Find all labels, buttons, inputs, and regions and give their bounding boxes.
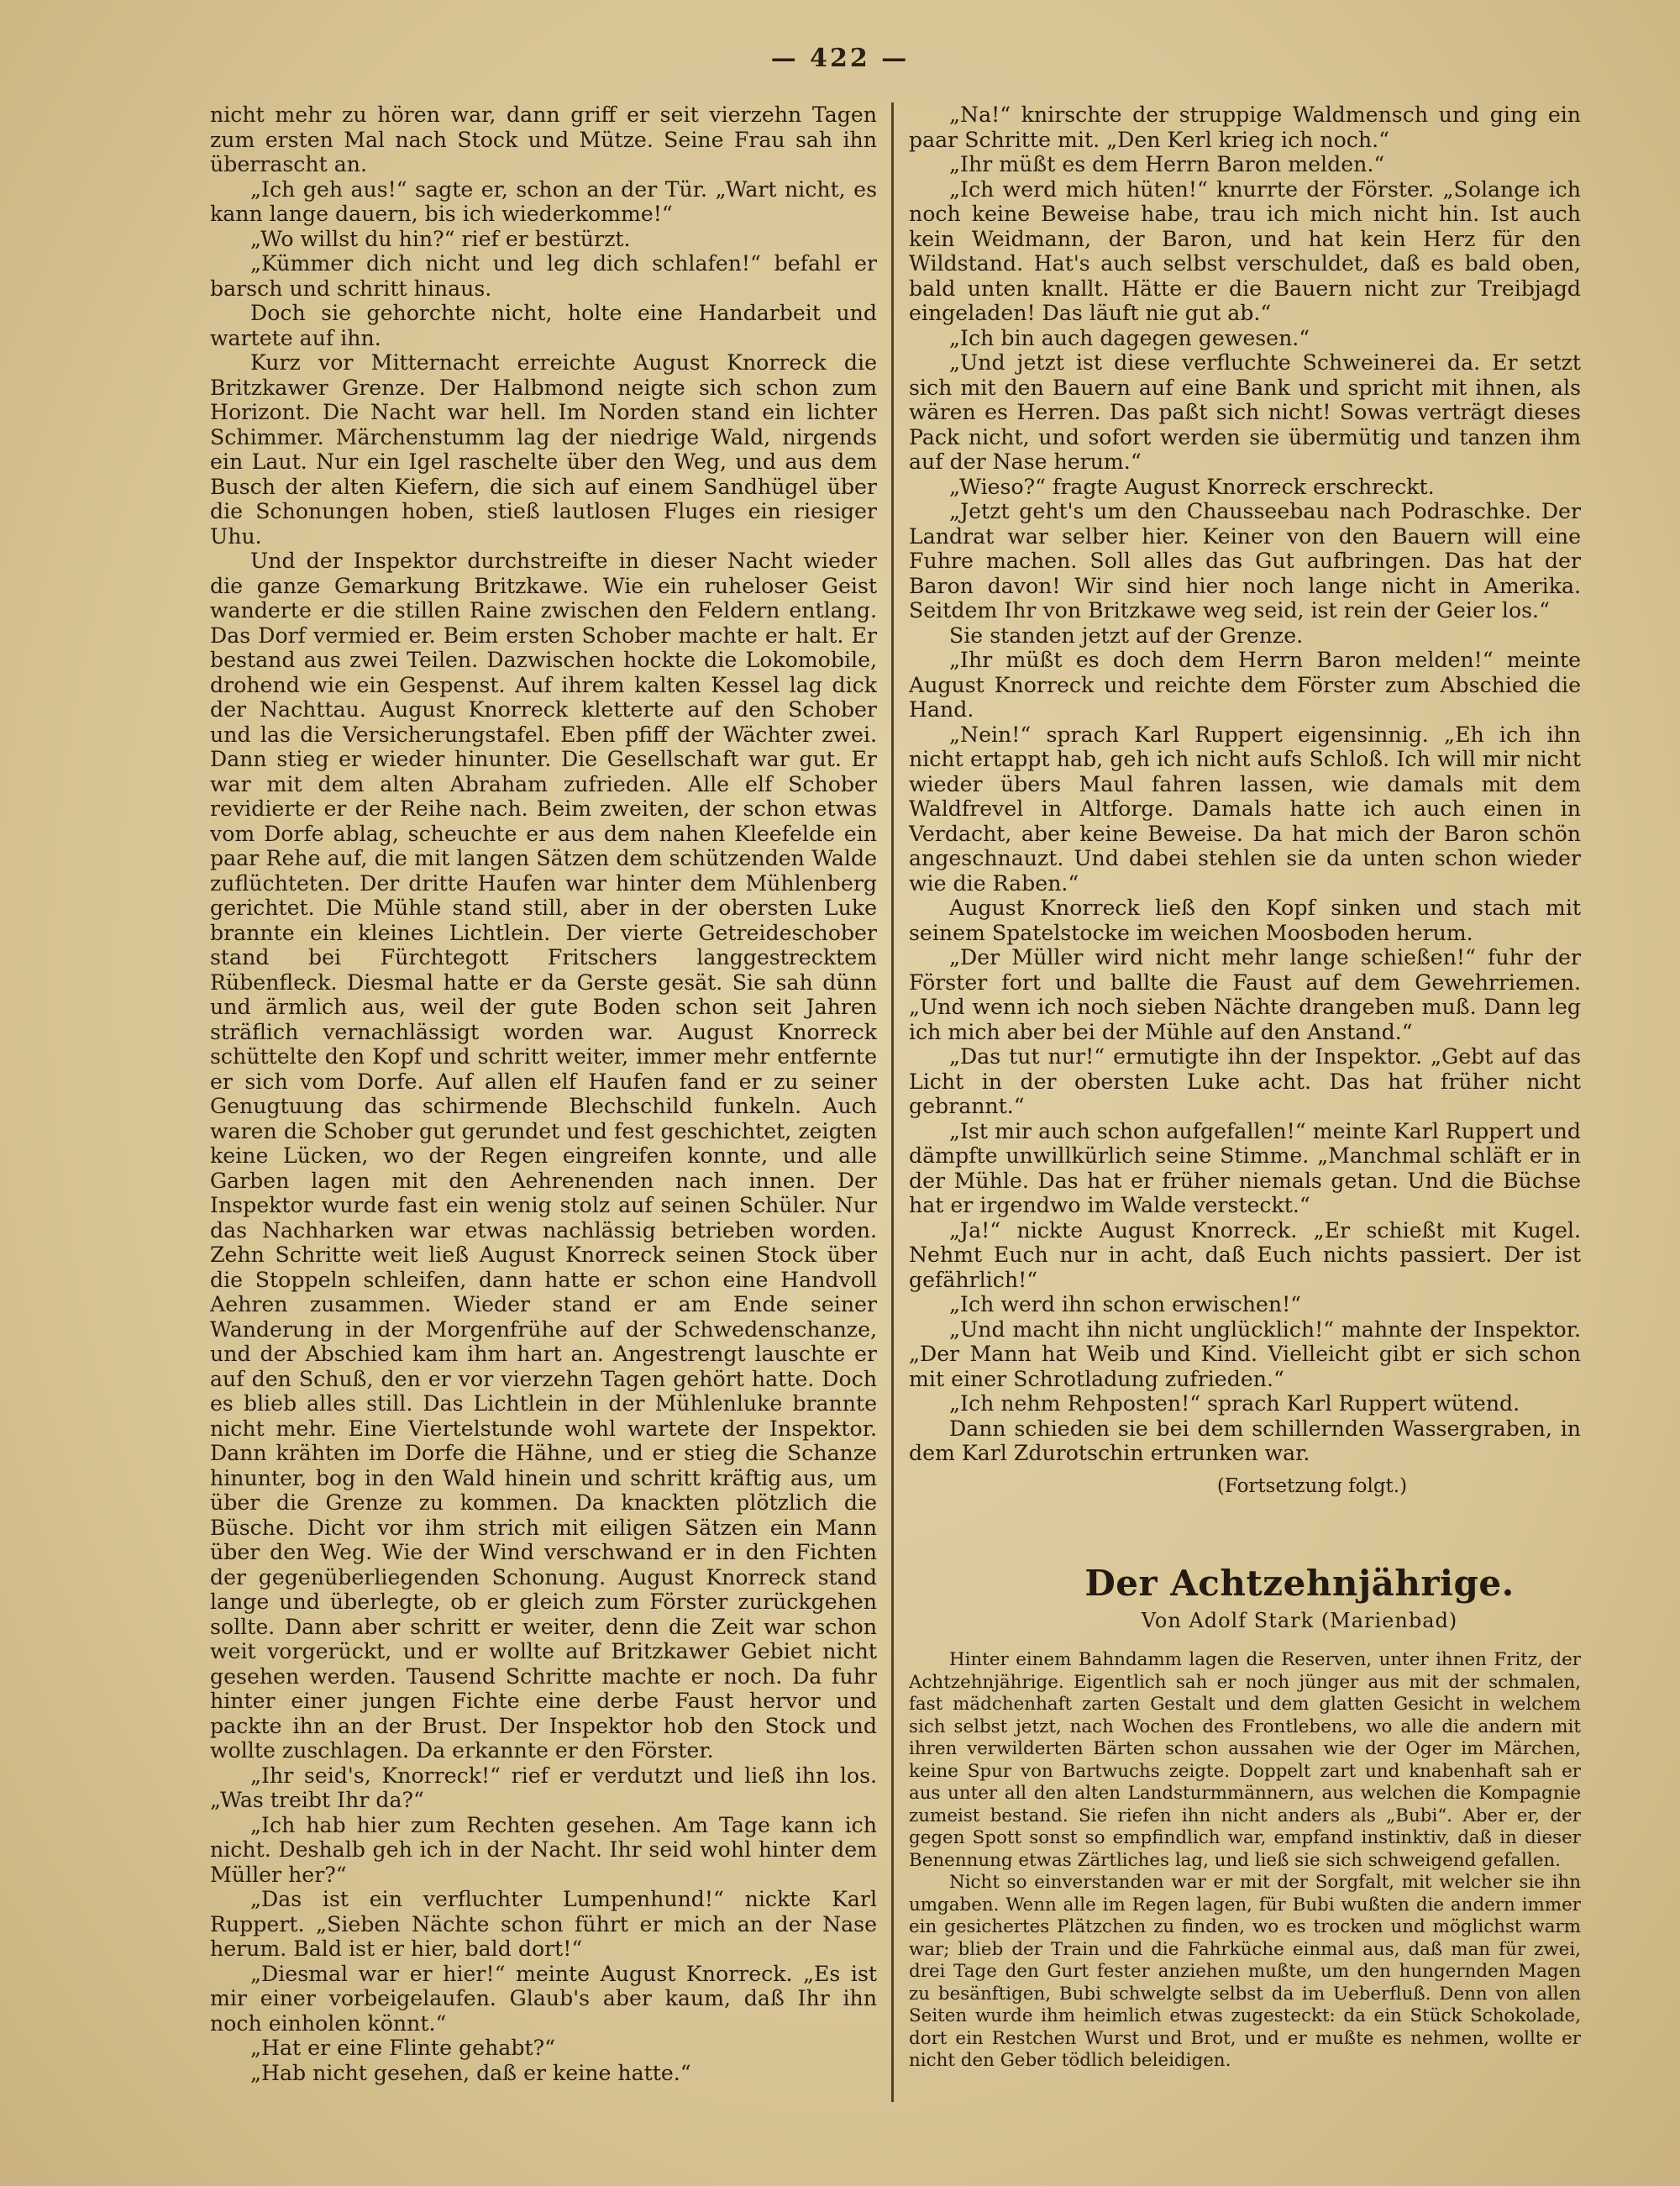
paragraph: „Ich hab hier zum Rechten gesehen. Am Tage kann ich nicht. Deshalb geh ich in der Nacht. Ihr seid wohl hinter dem Müller her?“ [210, 1812, 877, 1887]
column-divider [891, 102, 894, 2102]
paragraph: „Ich werd mich hüten!“ knurrte der Förster. „Solange ich noch keine Beweise habe, trau ich mich nicht hin. Ist auch kein Weidmann, der Baron, und hat kein Herz für den Wildstand. Hat's auch selbst verschuldet, daß es bald oben, bald unten knallt. Hätte er die Bauern nicht zur Treibjagd eingeladen! Das läuft nie gut ab.“ [909, 176, 1581, 325]
right-column [909, 102, 1581, 1522]
paragraph: „Der Müller wird nicht mehr lange schießen!“ fuhr der Förster fort und ballte die Faust auf dem Gewehrriemen. „Und wenn ich noch sieben Nächte drangeben muß. Dann leg ich mich aber bei der Mühle auf den Anstand.“ [909, 945, 1581, 1044]
paragraph: „Hab nicht gesehen, daß er keine hatte.“ [250, 2060, 691, 2085]
paragraph: „Ihr seid's, Knorreck!“ rief er verdutzt und ließ ihn los. „Was treibt Ihr da?“ [210, 1763, 877, 1812]
paragraph: „Ich nehm Rehposten!“ sprach Karl Ruppert wütend. [949, 1391, 1520, 1416]
page-number: — 422 — [770, 44, 910, 73]
paragraph: Sie standen jetzt auf der Grenze. [949, 623, 1304, 648]
paragraph: „Jetzt geht's um den Chausseebau nach Podraschke. Der Landrat war selber hier. Keiner von den Bauern will eine Fuhre machen. Soll alles das Gut aufbringen. Das hat der Baron davon! Wir sind hier noch lange nicht in Amerika. Seitdem Ihr von Britzkawe weg seid, ist rein der Geier los.“ [909, 499, 1581, 623]
paragraph: „Ich geh aus!“ sagte er, schon an der Tür. „Wart nicht, es kann lange dauern, bis ich wiederkomme!“ [210, 176, 877, 226]
paragraph: „Na!“ knirschte der struppige Waldmensch und ging ein paar Schritte mit. „Den Kerl krieg ich noch.“ [909, 102, 1581, 152]
paragraph: „Wieso?“ fragte August Knorreck erschreckt. [949, 474, 1435, 499]
left-column [210, 102, 877, 2102]
paragraph: „Ihr müßt es dem Herrn Baron melden.“ [949, 152, 1385, 176]
story-body [909, 1649, 1581, 2153]
story-author: Von Adolf Stark (Marienbad) [1141, 1609, 1458, 1632]
paragraph: „Hat er eine Flinte gehabt?“ [250, 2036, 555, 2060]
paragraph: „Und macht ihn nicht unglücklich!“ mahnte der Inspektor. „Der Mann hat Weib und Kind. Vielleicht gibt er sich schon mit einer Schrotladung zufrieden.“ [909, 1316, 1581, 1391]
paragraph: August Knorreck ließ den Kopf sinken und stach mit seinem Spatelstocke im weichen Moosboden herum. [909, 896, 1581, 945]
continuation-note: (Fortsetzung folgt.) [1216, 1474, 1408, 1497]
paragraph: „Ich bin auch dagegen gewesen.“ [949, 325, 1310, 350]
paragraph: Nicht so einverstanden war er mit der Sorgfalt, mit welcher sie ihn umgaben. Wenn alle im Regen lagen, für Bubi wußten die andern immer ein gesichertes Plätzchen zu finden, wo es trocken und möglichst warm war; blieb der Train und die Fahrküche einmal aus, daß man für zwei, drei Tage den Gurt fester anziehen mußte, um den hungernden Magen zu besänftigen, Bubi schwelgte selbst da im Ueberfluß. Denn von allen Seiten wurde ihm heimlich etwas zugesteckt: da ein Stück Schokolade, dort ein Restchen Wurst und Brot, und er mußte es nehmen, wollte er nicht den Geber tödlich beleidigen. [909, 1872, 1581, 2071]
paragraph: Hinter einem Bahndamm lagen die Reserven, unter ihnen Fritz, der Achtzehnjährige. Eigentlich sah er noch jünger aus mit der schmalen, fast mädchenhaft zarten Gestalt und dem glatten Gesicht in welchem sich selbst jetzt, nach Wochen des Frontlebens, wo alle die andern mit ihren verwilderten Bärten schon aussahen wie der Oger im Märchen, keine Spur von Bartwuchs zeigte. Doppelt zart und knabenhaft sah er aus unter all den alten Landsturmmännern, aus welchen die Kompagnie zumeist bestand. Sie riefen ihn nicht anders als „Bubi“. Aber er, der gegen Spott sonst so empfindlich war, empfand instinktiv, daß in dieser Benennung etwas Zärtliches lag, und ließ sie sich schweigend gefallen. [909, 1649, 1581, 1871]
paragraph: „Das ist ein verfluchter Lumpenhund!“ nickte Karl Ruppert. „Sieben Nächte schon führt er mich an der Nase herum. Bald ist er hier, bald dort!“ [210, 1887, 877, 1961]
paragraph: nicht mehr zu hören war, dann griff er seit vierzehn Tagen zum ersten Mal nach Stock und Mütze. Seine Frau sah ihn überrascht an. [210, 102, 877, 176]
paragraph: „Und jetzt ist diese verfluchte Schweinerei da. Er setzt sich mit den Bauern auf eine Bank und spricht mit ihnen, als wären es Herren. Das paßt sich nicht! Sowas verträgt dieses Pack nicht, und sofort werden sie übermütig und tanzen ihm auf der Nase herum.“ [909, 350, 1581, 474]
paragraph: „Nein!“ sprach Karl Ruppert eigensinnig. „Eh ich ihn nicht ertappt hab, geh ich nicht aufs Schloß. Ich will mir nicht wieder übers Maul fahren lassen, wie damals mit dem Waldfrevel in Altforge. Damals hatte ich auch einen in Verdacht, aber keine Beweise. Da hat mich der Baron schön angeschnauzt. Und dabei stehlen sie da unten schon wieder wie die Raben.“ [909, 722, 1581, 896]
paragraph: „Das tut nur!“ ermutigte ihn der Inspektor. „Gebt auf das Licht in der obersten Luke acht. Das hat früher nicht gebrannt.“ [909, 1044, 1581, 1118]
paragraph: Doch sie gehorchte nicht, holte eine Handarbeit und wartete auf ihn. [210, 301, 877, 350]
paragraph: „Diesmal war er hier!“ meinte August Knorreck. „Es ist mir einer vorbeigelaufen. Glaub's aber kaum, daß Ihr ihn noch einholen könnt.“ [210, 1961, 877, 2036]
paragraph: „Ihr müßt es doch dem Herrn Baron melden!“ meinte August Knorreck und reichte dem Förster zum Abschied die Hand. [909, 648, 1581, 722]
paragraph: „Ja!“ nickte August Knorreck. „Er schießt mit Kugel. Nehmt Euch nur in acht, daß Euch nichts passiert. Der ist gefährlich!“ [909, 1217, 1581, 1292]
paragraph: „Kümmer dich nicht und leg dich schlafen!“ befahl er barsch und schritt hinaus. [210, 251, 877, 301]
paragraph: „Ist mir auch schon aufgefallen!“ meinte Karl Ruppert und dämpfte unwillkürlich seine Stimme. „Manchmal schläft er in der Mühle. Das hat er früher niemals getan. Und die Büchse hat er irgendwo im Walde versteckt.“ [909, 1118, 1581, 1217]
paragraph: Dann schieden sie bei dem schillernden Wassergraben, in dem Karl Zdurotschin ertrunken war. [909, 1416, 1581, 1465]
paragraph: „Ich werd ihn schon erwischen!“ [949, 1292, 1302, 1316]
story-section [909, 1563, 1581, 2153]
story-title: Der Achtzehnjährige. [1084, 1563, 1515, 1604]
paragraph: Und der Inspektor durchstreifte in dieser Nacht wieder die ganze Gemarkung Britzkawe. Wie ein ruheloser Geist wanderte er die stillen Raine zwischen den Feldern entlang. Das Dorf vermied er. Beim ersten Schober machte er halt. Er bestand aus zwei Teilen. Dazwischen hockte die Lokomobile, drohend wie ein Gespenst. Auf ihrem kalten Kessel lag dick der Nachttau. August Knorreck kletterte auf den Schober und las die Versicherungstafel. Eben pfiff der Wächter zwei. Dann stieg er wieder hinunter. Die Gesellschaft war gut. Er war mit dem alten Abraham zufrieden. Alle elf Schober revidierte er der Reihe nach. Beim zweiten, der schon etwas vom Dorfe ablag, scheuchte er aus dem nahen Kleefelde ein paar Rehe auf, die mit langen Sätzen dem schützenden Walde zuflüchteten. Der dritte Haufen war hinter dem Mühlenberg gerichtet. Die Mühle stand still, aber in der obersten Luke brannte ein kleines Lichtlein. Der vierte Getreideschober stand bei Fürchtegott Fritschers langgestrecktem Rübenfleck. Diesmal hatte er da Gerste gesät. Sie sah dünn und ärmlich aus, weil der gute Boden schon seit Jahren sträflich vernachlässigt worden war. August Knorreck schüttelte den Kopf und schritt weiter, immer mehr entfernte er sich vom Dorfe. Auf allen elf Haufen fand er zu seiner Genugtuung das schirmende Blechschild funkeln. Auch waren die Schober gut gerundet und fest geschichtet, zeigten keine Lücken, wo der Regen eingreifen konnte, und alle Garben lagen mit den Aehrenenden nach innen. Der Inspektor wurde fast ein wenig stolz auf seinen Schüler. Nur das Nachharken war etwas nachlässig betrieben worden. Zehn Schritte weit ließ August Knorreck seinen Stock über die Stoppeln schleifen, dann hatte er schon eine Handvoll Aehren zusammen. Wieder stand er am Ende seiner Wanderung in der Morgenfrühe auf der Schwedenschanze, und der Abschied kam ihm hart an. Angestrengt lauschte er auf den Schuß, den er vor vierzehn Tagen gehört hatte. Doch es blieb alles still. Das Lichtlein in der Mühlenluke brannte nicht mehr. Eine Viertelstunde wohl wartete der Inspektor. Dann krähten im Dorfe die Hähne, und er stieg die Schanze hinunter, bog in den Wald hinein und schritt kräftig aus, um über die Grenze zu kommen. Da knackten plötzlich die Büsche. Dicht vor ihm strich mit eiligen Sätzen ein Mann über den Weg. Wie der Wind verschwand er in den Fichten der gegenüberliegenden Schonung. August Knorreck stand lange und überlegte, ob er gleich zum Förster zurückgehen sollte. Dann aber schritt er weiter, denn die Zeit war schon weit vorgerückt, und er wollte auf Britzkawer Gebiet nicht gesehen werden. Tausend Schritte machte er noch. Da fuhr hinter einer jungen Fichte eine derbe Faust hervor und packte ihn an der Brust. Der Inspektor hob den Stock und wollte zuschlagen. Da erkannte er den Förster. [210, 549, 877, 1763]
paragraph: Kurz vor Mitternacht erreichte August Knorreck die Britzkawer Grenze. Der Halbmond neigte sich schon zum Horizont. Die Nacht war hell. Im Norden stand ein lichter Schimmer. Märchenstumm lag der niedrige Wald, nirgends ein Laut. Nur ein Igel raschelte über den Weg, und aus dem Busch der alten Kiefern, die sich auf einem Sandhügel über die Schonungen hoben, stieß lautlosen Fluges ein riesiger Uhu. [210, 350, 877, 549]
paragraph: „Wo willst du hin?“ rief er bestürzt. [250, 226, 631, 251]
